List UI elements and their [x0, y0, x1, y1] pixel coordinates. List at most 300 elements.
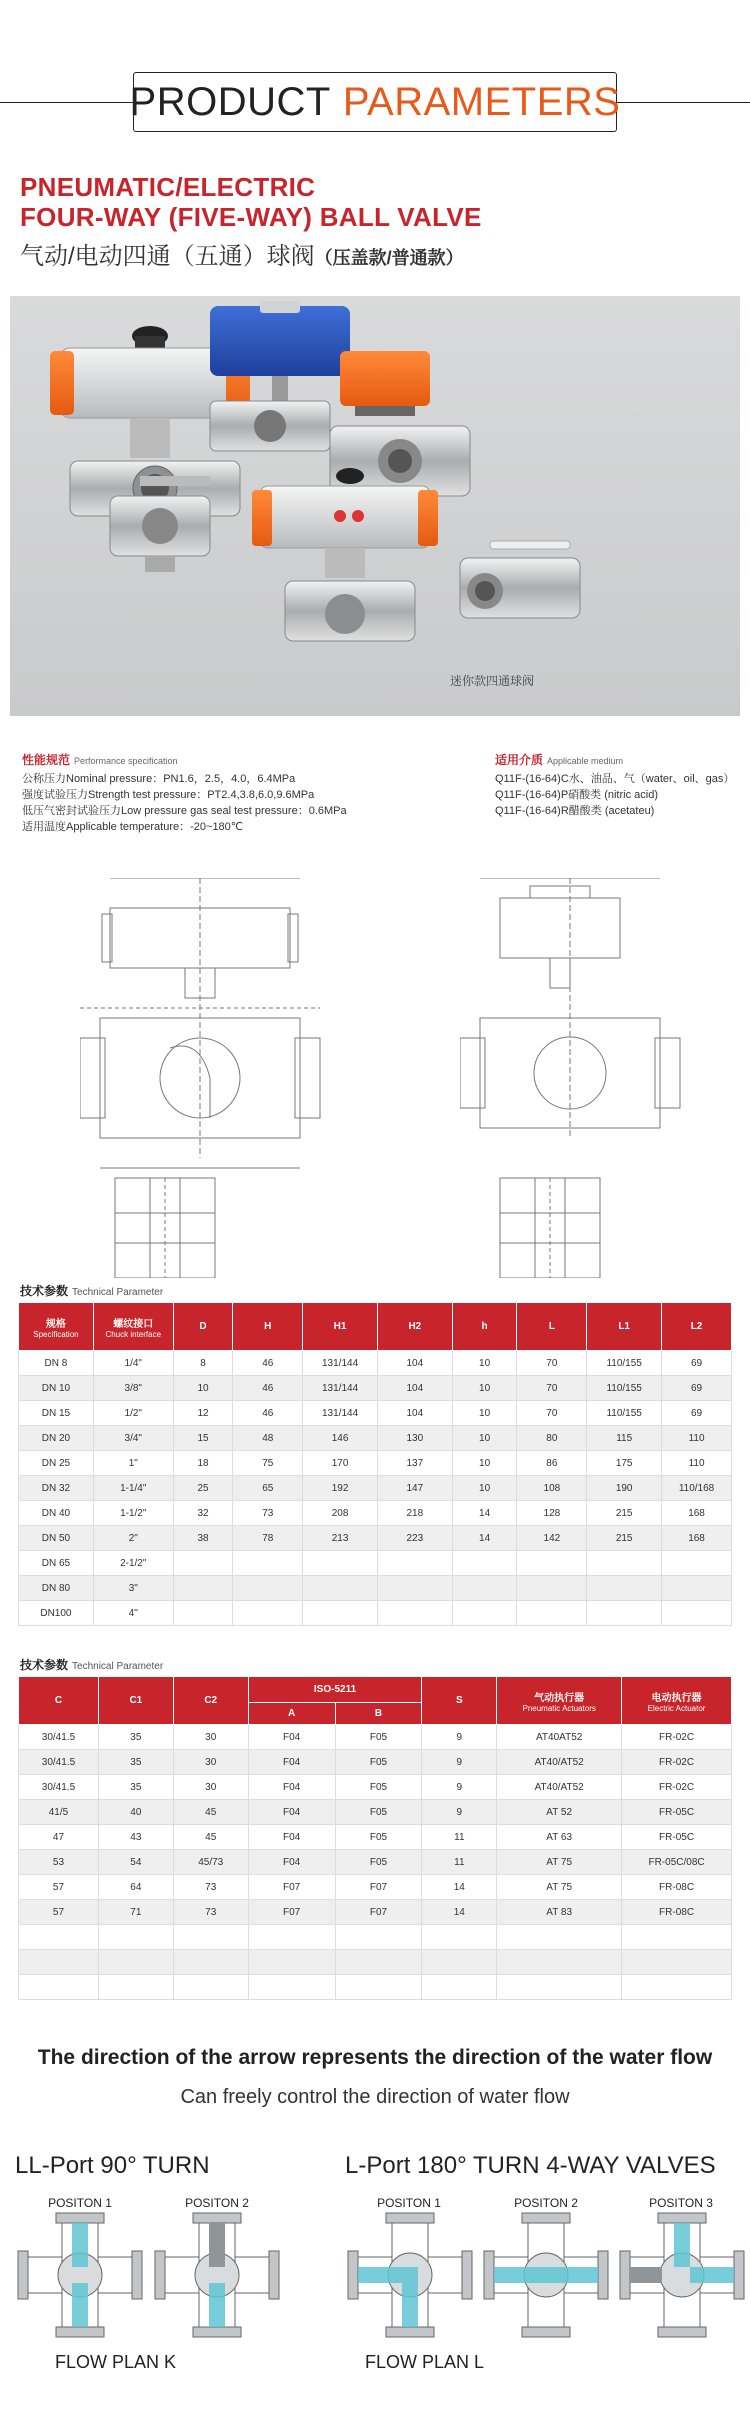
table-cell: 14 — [452, 1501, 517, 1526]
table2-th-b: B — [335, 1703, 422, 1725]
performance-line: 公称压力Nominal pressure：PN1.6，2.5，4.0，6.4MPa — [22, 773, 296, 785]
table-cell: 8 — [173, 1351, 233, 1376]
table-cell: F05 — [335, 1850, 422, 1875]
table-cell: 110/155 — [587, 1351, 662, 1376]
table-cell: 30 — [173, 1725, 248, 1750]
table2-th-electric-en: Electric Actuator — [647, 1703, 706, 1713]
table-cell: 64 — [98, 1875, 173, 1900]
performance-heading-en: Performance specification — [74, 756, 178, 766]
table-cell: 1-1/4" — [93, 1476, 173, 1501]
table-cell: 146 — [303, 1426, 378, 1451]
table2-th-a: A — [248, 1703, 335, 1725]
handle-valve — [460, 541, 580, 618]
table-cell — [662, 1576, 732, 1601]
table-cell: 45/73 — [173, 1850, 248, 1875]
table-cell: 190 — [587, 1476, 662, 1501]
table-cell — [98, 1975, 173, 2000]
table-cell: 43 — [98, 1825, 173, 1850]
table-cell — [377, 1601, 452, 1626]
medium-line: Q11F-(16-64)P硝酸类 (nitric acid) — [495, 789, 658, 801]
table1-th-en: Specification — [33, 1329, 79, 1339]
table-cell: FR-05C — [622, 1825, 732, 1850]
table-cell: 108 — [517, 1476, 587, 1501]
technical-table-2 — [18, 1676, 732, 2000]
table1-th-cn: H1 — [333, 1321, 347, 1332]
table-cell — [248, 1975, 335, 2000]
table1-body — [19, 1351, 732, 1626]
table-cell: 18 — [173, 1451, 233, 1476]
table-cell: 3/8" — [93, 1376, 173, 1401]
table-row — [19, 1576, 732, 1601]
table-cell: 147 — [377, 1476, 452, 1501]
table2-th-electric — [622, 1677, 732, 1725]
table-cell: F05 — [335, 1825, 422, 1850]
table-cell: 1" — [93, 1451, 173, 1476]
performance-line: 适用温度Applicable temperature：-20~180℃ — [22, 821, 244, 833]
table-cell: 46 — [233, 1376, 303, 1401]
table-cell — [517, 1551, 587, 1576]
table-cell — [497, 1925, 622, 1950]
table-row — [19, 1875, 732, 1900]
table-cell: 75 — [233, 1451, 303, 1476]
table-cell: 130 — [377, 1426, 452, 1451]
table-cell: 223 — [377, 1526, 452, 1551]
drawing-electric — [460, 878, 700, 1283]
medium-line: Q11F-(16-64)R醋酸类 (acetateu) — [495, 805, 655, 817]
performance-line: 低压气密封试验压力Low pressure gas seal test pressure：0.6MPa — [22, 805, 347, 817]
table-cell: 78 — [233, 1526, 303, 1551]
valve-illustrations — [10, 296, 740, 716]
table-cell: 10 — [452, 1451, 517, 1476]
table-cell — [19, 1925, 99, 1950]
table-cell: 3/4" — [93, 1426, 173, 1451]
table-cell: 70 — [517, 1351, 587, 1376]
table-cell: AT 52 — [497, 1800, 622, 1825]
drawing-pneumatic-svg — [80, 878, 340, 1278]
table-cell: F04 — [248, 1775, 335, 1800]
table-cell: F04 — [248, 1825, 335, 1850]
table-cell — [497, 1950, 622, 1975]
table-cell: F04 — [248, 1725, 335, 1750]
table-cell — [587, 1551, 662, 1576]
table2-th-c2: C2 — [173, 1677, 248, 1725]
table2-th-pneumatic-en: Pneumatic Actuators — [522, 1703, 596, 1713]
table-cell: 25 — [173, 1476, 233, 1501]
table2-th-s: S — [422, 1677, 497, 1725]
table-cell: 131/144 — [303, 1401, 378, 1426]
table1-th-cn: H — [264, 1321, 272, 1332]
table-cell — [303, 1576, 378, 1601]
table-cell — [587, 1576, 662, 1601]
table-cell: 70 — [517, 1376, 587, 1401]
table-row — [19, 1825, 732, 1850]
table-cell: 46 — [233, 1351, 303, 1376]
pneumatic-valve-2 — [252, 468, 438, 641]
table-cell: 11 — [422, 1850, 497, 1875]
table-cell: AT 63 — [497, 1825, 622, 1850]
table-cell: 9 — [422, 1725, 497, 1750]
table-cell: 48 — [233, 1426, 303, 1451]
table-cell — [98, 1950, 173, 1975]
table-cell — [98, 1925, 173, 1950]
table-cell: 110/155 — [587, 1401, 662, 1426]
table-cell: 104 — [377, 1351, 452, 1376]
table-cell: DN 15 — [19, 1401, 94, 1426]
table-cell: 45 — [173, 1800, 248, 1825]
table-cell: 30 — [173, 1775, 248, 1800]
table-cell: 218 — [377, 1501, 452, 1526]
table-cell: 70 — [517, 1401, 587, 1426]
table-row — [19, 1476, 732, 1501]
table-cell: 9 — [422, 1775, 497, 1800]
table-cell: FR-08C — [622, 1875, 732, 1900]
product-title — [20, 172, 740, 271]
table-cell — [452, 1576, 517, 1601]
table-cell: 65 — [233, 1476, 303, 1501]
table-cell — [233, 1551, 303, 1576]
flow-direction-text: The direction of the arrow represents the direction of the water flow — [37, 2046, 713, 2069]
table-cell: F07 — [335, 1875, 422, 1900]
table-row — [19, 1950, 732, 1975]
ll-port-title: LL-Port 90° TURN — [15, 2152, 210, 2179]
performance-line: 强度试验压力Strength test pressure：PT2.4,3.8,6.0,9.6MPa — [22, 789, 315, 801]
l-position-1-diagram — [348, 2213, 472, 2337]
table-cell: 35 — [98, 1750, 173, 1775]
table-cell: 12 — [173, 1401, 233, 1426]
table-row — [19, 1601, 732, 1626]
table-cell: 53 — [19, 1850, 99, 1875]
table-cell: 110 — [662, 1451, 732, 1476]
table-cell: 10 — [452, 1401, 517, 1426]
flow-diagrams — [0, 2210, 750, 2350]
table1-th-cn: 螺纹接口 — [113, 1318, 154, 1330]
table-cell: FR-02C — [622, 1725, 732, 1750]
table-row — [19, 1451, 732, 1476]
table1-th-en: Chuck interface — [105, 1329, 162, 1339]
table1-th-7 — [517, 1303, 587, 1351]
table-cell: F05 — [335, 1800, 422, 1825]
table-cell: AT40/AT52 — [497, 1775, 622, 1800]
table-cell: FR-08C — [622, 1900, 732, 1925]
table-cell: 40 — [98, 1800, 173, 1825]
table-cell: 15 — [173, 1426, 233, 1451]
table-cell: DN 40 — [19, 1501, 94, 1526]
table-cell — [422, 1950, 497, 1975]
performance-heading — [22, 752, 452, 769]
table-cell: 215 — [587, 1526, 662, 1551]
performance-spec — [22, 752, 452, 835]
table-cell: F05 — [335, 1725, 422, 1750]
table-row — [19, 1501, 732, 1526]
table-cell: 1-1/2" — [93, 1501, 173, 1526]
table-row — [19, 1725, 732, 1750]
table-cell: FR-02C — [622, 1750, 732, 1775]
table-cell — [248, 1925, 335, 1950]
photo-caption: 迷你款四通球阀 — [450, 674, 535, 688]
table-cell: 142 — [517, 1526, 587, 1551]
table1-th-8 — [587, 1303, 662, 1351]
table-cell: 115 — [587, 1426, 662, 1451]
table-cell — [662, 1551, 732, 1576]
table-cell: F07 — [248, 1900, 335, 1925]
table-cell: 71 — [98, 1900, 173, 1925]
table-cell: 73 — [173, 1900, 248, 1925]
table1-th-cn: 规格 — [45, 1318, 66, 1330]
ll-position-2-diagram — [155, 2213, 279, 2337]
table2-heading-en: Technical Parameter — [72, 1661, 164, 1672]
title-en-line2: FOUR-WAY (FIVE-WAY) BALL VALVE — [20, 202, 482, 232]
table-cell: 110/168 — [662, 1476, 732, 1501]
table1-th-4 — [303, 1303, 378, 1351]
technical-table-1 — [18, 1302, 732, 1626]
table-cell: DN 50 — [19, 1526, 94, 1551]
table-cell — [517, 1576, 587, 1601]
header-word-product: PRODUCT — [129, 79, 331, 124]
table-cell: 14 — [422, 1900, 497, 1925]
table1-heading-en: Technical Parameter — [72, 1287, 164, 1298]
l-port-title: L-Port 180° TURN 4-WAY VALVES — [345, 2152, 716, 2179]
table-cell: 35 — [98, 1775, 173, 1800]
table1-th-cn: h — [481, 1321, 488, 1332]
table1-th-2 — [173, 1303, 233, 1351]
table-cell — [335, 1975, 422, 2000]
table-cell: 41/5 — [19, 1800, 99, 1825]
table-cell: 10 — [452, 1351, 517, 1376]
table2-body — [19, 1725, 732, 2000]
table-cell: 110/155 — [587, 1376, 662, 1401]
table-cell — [173, 1975, 248, 2000]
table-row — [19, 1975, 732, 2000]
table2-th-electric-cn: 电动执行器 — [651, 1692, 702, 1704]
medium-heading-en: Applicable medium — [547, 756, 624, 766]
table-cell: 10 — [452, 1376, 517, 1401]
table-row — [19, 1351, 732, 1376]
table-cell: 131/144 — [303, 1351, 378, 1376]
table-cell — [335, 1950, 422, 1975]
flow-plan-l-label: FLOW PLAN L — [365, 2352, 485, 2372]
table-cell — [233, 1601, 303, 1626]
table-cell — [622, 1925, 732, 1950]
table-cell: AT 75 — [497, 1850, 622, 1875]
l-position-3-diagram — [620, 2213, 744, 2337]
header-box — [129, 72, 621, 132]
table-cell — [377, 1551, 452, 1576]
table-cell — [497, 1975, 622, 2000]
table-cell — [422, 1925, 497, 1950]
table1-heading — [20, 1282, 163, 1299]
table-cell — [622, 1975, 732, 2000]
table-cell: 38 — [173, 1526, 233, 1551]
table-cell: 104 — [377, 1401, 452, 1426]
l-position-3-label: POSITON 3 — [649, 2196, 713, 2210]
table1-th-cn: L1 — [618, 1321, 630, 1332]
table-cell — [517, 1601, 587, 1626]
table-cell — [662, 1601, 732, 1626]
table2-heading — [20, 1656, 163, 1673]
table-cell: 30/41.5 — [19, 1725, 99, 1750]
table-cell: FR-05C/08C — [622, 1850, 732, 1875]
table-cell — [19, 1950, 99, 1975]
table1-heading-cn: 技术参数 — [20, 1284, 69, 1298]
table-row — [19, 1376, 732, 1401]
ll-position-1-label: POSITON 1 — [48, 2196, 112, 2210]
table-cell: 4" — [93, 1601, 173, 1626]
table-cell — [587, 1601, 662, 1626]
table-cell: 9 — [422, 1750, 497, 1775]
table-cell: DN100 — [19, 1601, 94, 1626]
table-cell — [452, 1551, 517, 1576]
table-cell — [622, 1950, 732, 1975]
table-cell — [248, 1950, 335, 1975]
table-cell: 14 — [422, 1875, 497, 1900]
table-cell: 80 — [517, 1426, 587, 1451]
table-cell: F04 — [248, 1850, 335, 1875]
table-cell: DN 20 — [19, 1426, 94, 1451]
table-cell: 1/4" — [93, 1351, 173, 1376]
table-cell: 192 — [303, 1476, 378, 1501]
table-row — [19, 1401, 732, 1426]
table-cell: F07 — [248, 1875, 335, 1900]
table2-heading-cn: 技术参数 — [20, 1658, 69, 1672]
l-position-1-label: POSITON 1 — [377, 2196, 441, 2210]
table2-th-iso: ISO-5211 — [248, 1677, 422, 1703]
table1-th-5 — [377, 1303, 452, 1351]
table-cell: 131/144 — [303, 1376, 378, 1401]
table-cell: AT40/AT52 — [497, 1750, 622, 1775]
table-cell: 32 — [173, 1501, 233, 1526]
table1-th-9 — [662, 1303, 732, 1351]
table-cell: 73 — [233, 1501, 303, 1526]
table1-th-6 — [452, 1303, 517, 1351]
table-cell — [233, 1576, 303, 1601]
table-cell: AT 75 — [497, 1875, 622, 1900]
table-cell: 86 — [517, 1451, 587, 1476]
table-cell: 10 — [452, 1476, 517, 1501]
table-row — [19, 1426, 732, 1451]
table-cell: DN 25 — [19, 1451, 94, 1476]
title-en-line1: PNEUMATIC/ELECTRIC — [20, 172, 316, 202]
table-cell — [377, 1576, 452, 1601]
table-cell: 2-1/2" — [93, 1551, 173, 1576]
ll-position-1-diagram — [18, 2213, 142, 2337]
title-cn — [20, 236, 740, 271]
table-cell: F07 — [335, 1900, 422, 1925]
l-position-2-diagram — [484, 2213, 608, 2337]
table-cell: AT 83 — [497, 1900, 622, 1925]
table-cell — [303, 1551, 378, 1576]
table-cell: F04 — [248, 1800, 335, 1825]
table-cell: DN 32 — [19, 1476, 94, 1501]
table-cell: 30/41.5 — [19, 1775, 99, 1800]
table1-th-3 — [233, 1303, 303, 1351]
applicable-medium — [495, 752, 745, 819]
table-row — [19, 1750, 732, 1775]
table1-th-cn: H2 — [408, 1321, 422, 1332]
table-cell: 30 — [173, 1750, 248, 1775]
table-cell — [303, 1601, 378, 1626]
table-cell: 57 — [19, 1875, 99, 1900]
table1-header-row — [19, 1303, 732, 1351]
table-cell: 73 — [173, 1875, 248, 1900]
electric-valve-blue — [210, 301, 350, 451]
table-row — [19, 1925, 732, 1950]
table-cell: DN 80 — [19, 1576, 94, 1601]
table2-header-row-1 — [19, 1677, 732, 1703]
table-cell: 104 — [377, 1376, 452, 1401]
title-cn-main: 气动/电动四通（五通）球阀 — [20, 243, 315, 270]
table-cell: F04 — [248, 1750, 335, 1775]
table-cell: 175 — [587, 1451, 662, 1476]
table-row — [19, 1775, 732, 1800]
table-cell: F05 — [335, 1775, 422, 1800]
table-row — [19, 1551, 732, 1576]
table-cell: DN 8 — [19, 1351, 94, 1376]
table-row — [19, 1850, 732, 1875]
table-cell: 10 — [173, 1376, 233, 1401]
table-cell: AT40AT52 — [497, 1725, 622, 1750]
table-cell: 69 — [662, 1351, 732, 1376]
table-cell: 213 — [303, 1526, 378, 1551]
table-cell: 45 — [173, 1825, 248, 1850]
medium-line: Q11F-(16-64)C水、油品、气（water、oil、gas） — [495, 773, 735, 785]
table-cell — [173, 1925, 248, 1950]
table-cell — [173, 1576, 233, 1601]
table1-th-0 — [19, 1303, 94, 1351]
table-cell: 110 — [662, 1426, 732, 1451]
table2-th-c1: C1 — [98, 1677, 173, 1725]
table1-th-cn: L2 — [690, 1321, 703, 1332]
table-cell: 10 — [452, 1426, 517, 1451]
table-cell: FR-02C — [622, 1775, 732, 1800]
flow-control-text: Can freely control the direction of water flow — [180, 2086, 570, 2108]
l-position-2-label: POSITON 2 — [514, 2196, 578, 2210]
table-cell — [19, 1975, 99, 2000]
table2-th-pneumatic — [497, 1677, 622, 1725]
table-cell — [422, 1975, 497, 2000]
table-cell: 69 — [662, 1376, 732, 1401]
table-cell: 11 — [422, 1825, 497, 1850]
table-cell: 3" — [93, 1576, 173, 1601]
section-header — [0, 0, 750, 165]
product-photo — [10, 296, 740, 716]
title-cn-sub: （压盖款/普通款） — [314, 248, 464, 268]
table-cell: 168 — [662, 1501, 732, 1526]
table1-th-cn: D — [199, 1321, 207, 1332]
table-cell — [452, 1601, 517, 1626]
flow-plan-k-label: FLOW PLAN K — [55, 2352, 177, 2372]
table-cell: 54 — [98, 1850, 173, 1875]
table-cell: 215 — [587, 1501, 662, 1526]
table2-th-c: C — [19, 1677, 99, 1725]
table-cell: 137 — [377, 1451, 452, 1476]
table2-th-pneumatic-cn: 气动执行器 — [534, 1692, 585, 1704]
drawing-pneumatic — [80, 878, 340, 1283]
table-cell: DN 65 — [19, 1551, 94, 1576]
table-cell: 170 — [303, 1451, 378, 1476]
table-cell — [173, 1601, 233, 1626]
table-row — [19, 1800, 732, 1825]
medium-heading-cn: 适用介质 — [495, 753, 544, 767]
table1-th-cn: L — [548, 1321, 555, 1332]
performance-heading-cn: 性能规范 — [22, 753, 71, 767]
table-cell: 208 — [303, 1501, 378, 1526]
header-word-parameters: PARAMETERS — [342, 79, 621, 124]
table-cell: DN 10 — [19, 1376, 94, 1401]
table-cell: 2" — [93, 1526, 173, 1551]
table-cell: 30/41.5 — [19, 1750, 99, 1775]
drawing-electric-svg — [460, 878, 700, 1278]
table-cell: FR-05C — [622, 1800, 732, 1825]
